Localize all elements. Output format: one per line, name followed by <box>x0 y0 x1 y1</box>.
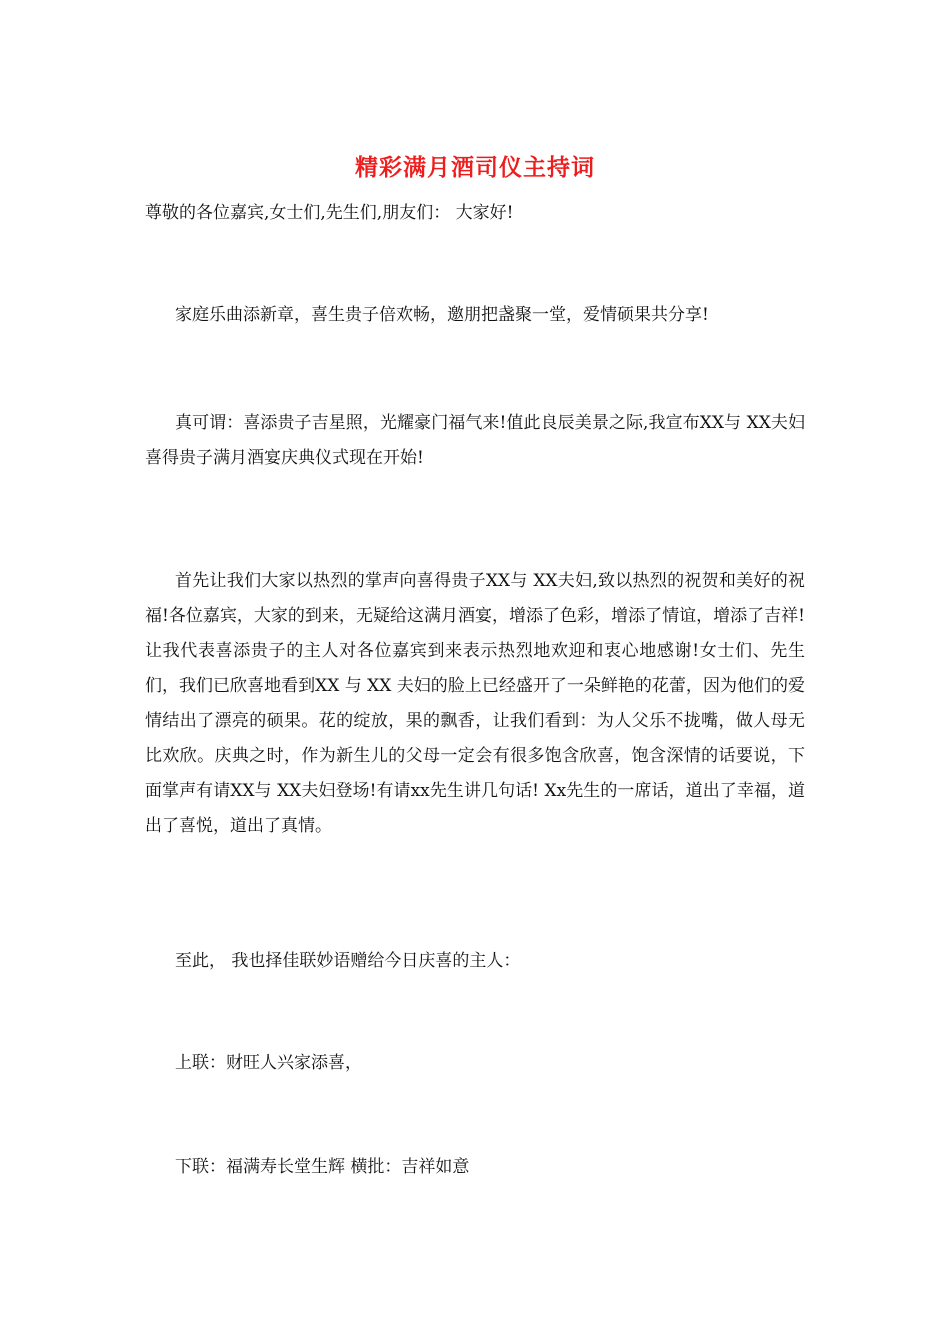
paragraph-upper-couplet: 上联：财旺人兴家添喜， <box>175 1053 362 1073</box>
paragraph-ceremony-start: 真可谓：喜添贵子吉星照，光耀豪门福气来!值此良辰美景之际,我宣布XX与 XX夫妇喜得贵子满月酒宴庆典仪式现在开始! <box>145 413 805 468</box>
paragraph-opening-verse: 家庭乐曲添新章，喜生贵子倍欢畅，邀朋把盏聚一堂，爱情硕果共分享! <box>175 305 709 325</box>
paragraph-congratulations: 首先让我们大家以热烈的掌声向喜得贵子XX与 XX夫妇,致以热烈的祝贺和美好的祝福!各位嘉宾，大家的到来，无疑给这满月酒宴，增添了色彩，增添了情谊，增添了吉祥!让我代表喜添贵子的主人对各位嘉宾到来表示热烈地欢迎和衷心地感谢!女士们、先生们，我们已欣喜地看到XX 与 XX 夫妇的脸上已经盛开了一朵鲜艳的花蕾，因为他们的爱情结出了漂亮的硕果。花的绽放，果的飘香，让我们看到：为人父乐不拢嘴，做人母无比欢欣。庆典之时，作为新生儿的父母一定会有很多饱含欣喜，饱含深情的话要说，下面掌声有请XX与 XX夫妇登场!有请xx先生讲几句话! Xx先生的一席话，道出了幸福，道出了喜悦，道出了真情。 <box>145 571 805 836</box>
paragraph-lower-couplet: 下联：福满寿长堂生辉 横批：吉祥如意 <box>175 1157 470 1177</box>
greeting-line: 尊敬的各位嘉宾,女士们,先生们,朋友们： 大家好! <box>145 203 514 223</box>
paragraph-couplet-intro: 至此， 我也择佳联妙语赠给今日庆喜的主人： <box>175 951 521 971</box>
document-title: 精彩满月酒司仪主持词 <box>355 154 595 181</box>
